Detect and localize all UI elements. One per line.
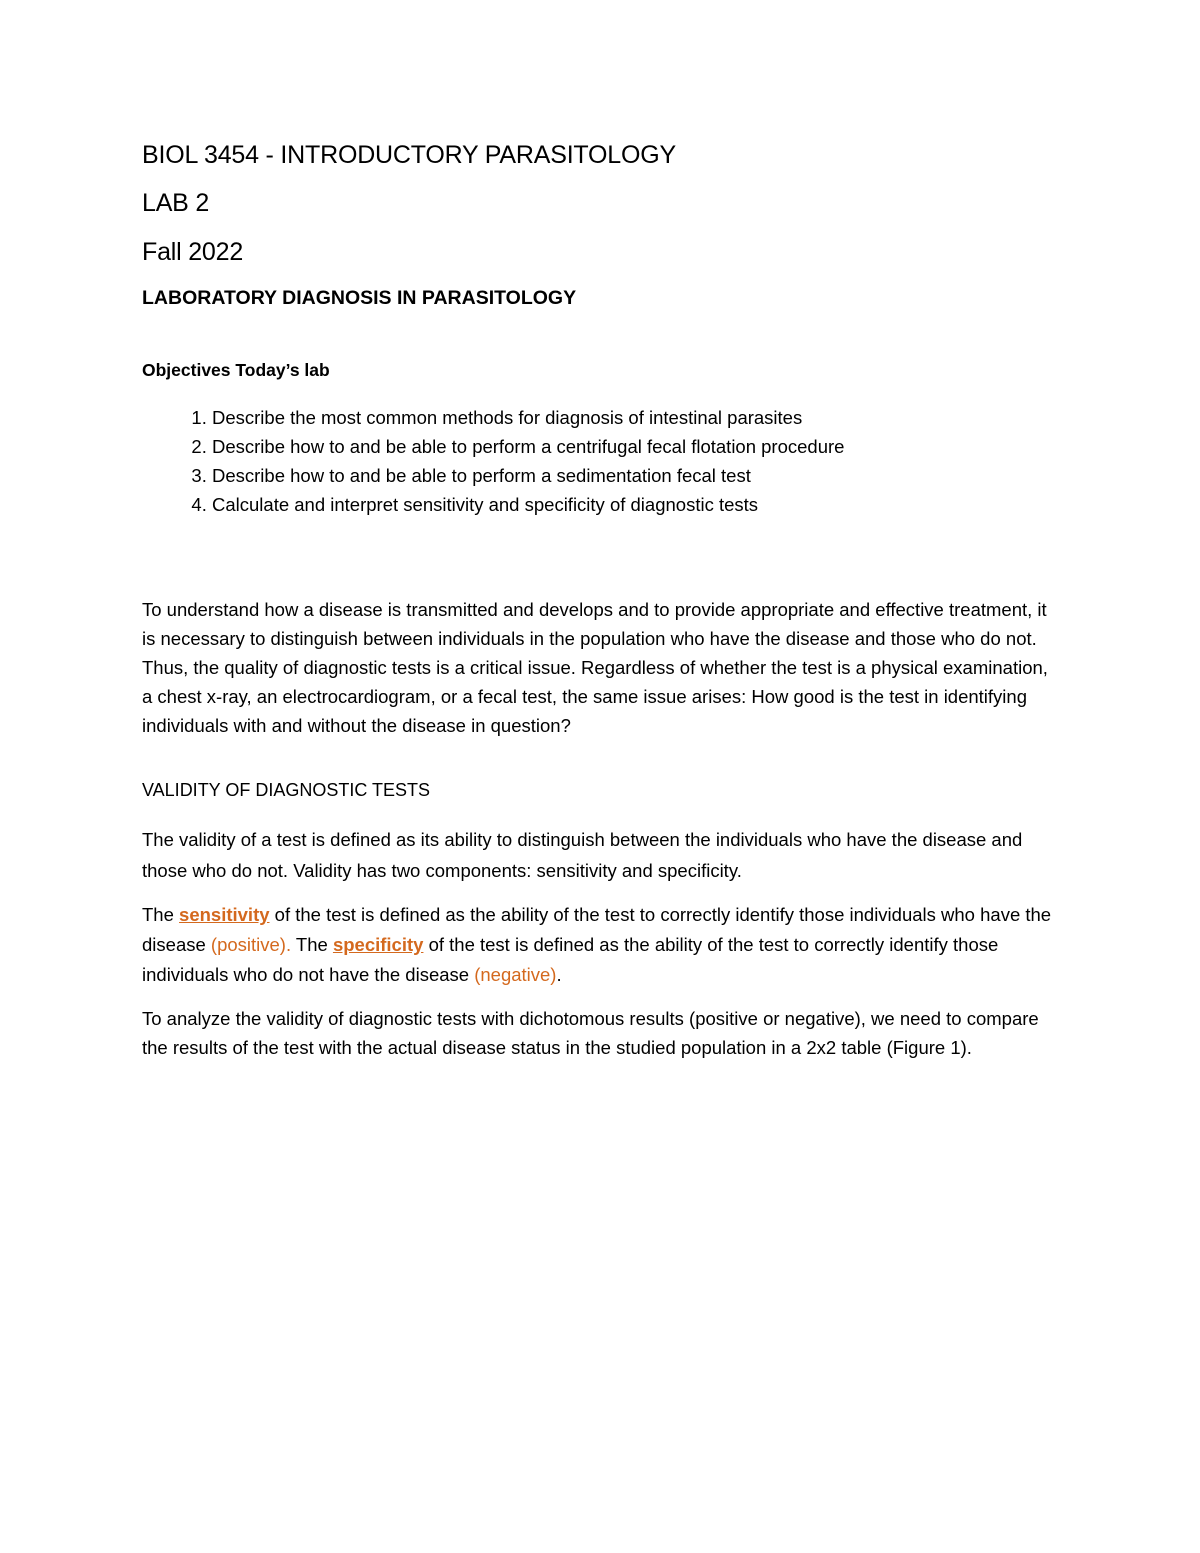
specificity-link[interactable]: specificity	[332, 933, 424, 955]
text-fragment: .	[556, 963, 562, 985]
positive-label: (positive).	[210, 933, 292, 955]
objectives-heading: Objectives Today’s lab	[142, 360, 330, 381]
text-fragment: of the test is defined as the ability of the test to correctly identify those individuals who have the disease	[142, 903, 1052, 955]
intro-paragraph: To understand how a disease is transmitted and develops and to provide appropriate and effective treatment, it is necessary to distinguish between individuals in the population who have the disease and those who do not. Thus, the quality of diagnostic tests is a critical issue. Regardless of whether the test is a physical examination, a chest x-ray, an electrocardiogram, or a fecal test, the same issue arises: How good is the test in identifying individuals with and without the disease in question?	[142, 599, 1048, 737]
term: Fall 2022	[142, 238, 244, 266]
analyze-paragraph: To analyze the validity of diagnostic tests with dichotomous results (positive or negative), we need to compare the results of the test with the actual disease status in the studied population in a 2x2 table (Figure 1).	[142, 1007, 1039, 1058]
objectives-list	[142, 403, 1062, 519]
negative-label: (negative)	[474, 963, 557, 985]
text-fragment: The	[142, 903, 180, 925]
text-fragment: The	[291, 933, 333, 955]
document-content	[142, 140, 1062, 1062]
validity-definition: The validity of a test is defined as its ability to distinguish between the individuals who have the disease and those who do not. Validity has two components: sensitivity and specificity.	[142, 828, 1023, 881]
course-title: BIOL 3454 - INTRODUCTORY PARASITOLOGY	[142, 141, 676, 169]
objective-item: 3. Describe how to and be able to perform a sedimentation fecal test	[212, 461, 1062, 490]
validity-heading: VALIDITY OF DIAGNOSTIC TESTS	[142, 780, 431, 801]
text-fragment: of the test is defined as the ability of the test to correctly identify those individuals who do not have the disease	[142, 933, 999, 985]
objective-item: 1. Describe the most common methods for diagnosis of intestinal parasites	[212, 403, 1062, 432]
topic-heading: LABORATORY DIAGNOSIS IN PARASITOLOGY	[142, 287, 577, 309]
objective-item: 4. Calculate and interpret sensitivity and specificity of diagnostic tests	[212, 490, 1062, 519]
lab-number: LAB 2	[142, 189, 210, 217]
sensitivity-link[interactable]: sensitivity	[179, 903, 270, 925]
sensitivity-specificity-paragraph	[142, 900, 1062, 990]
objective-item: 2. Describe how to and be able to perform a centrifugal fecal flotation procedure	[212, 432, 1062, 461]
